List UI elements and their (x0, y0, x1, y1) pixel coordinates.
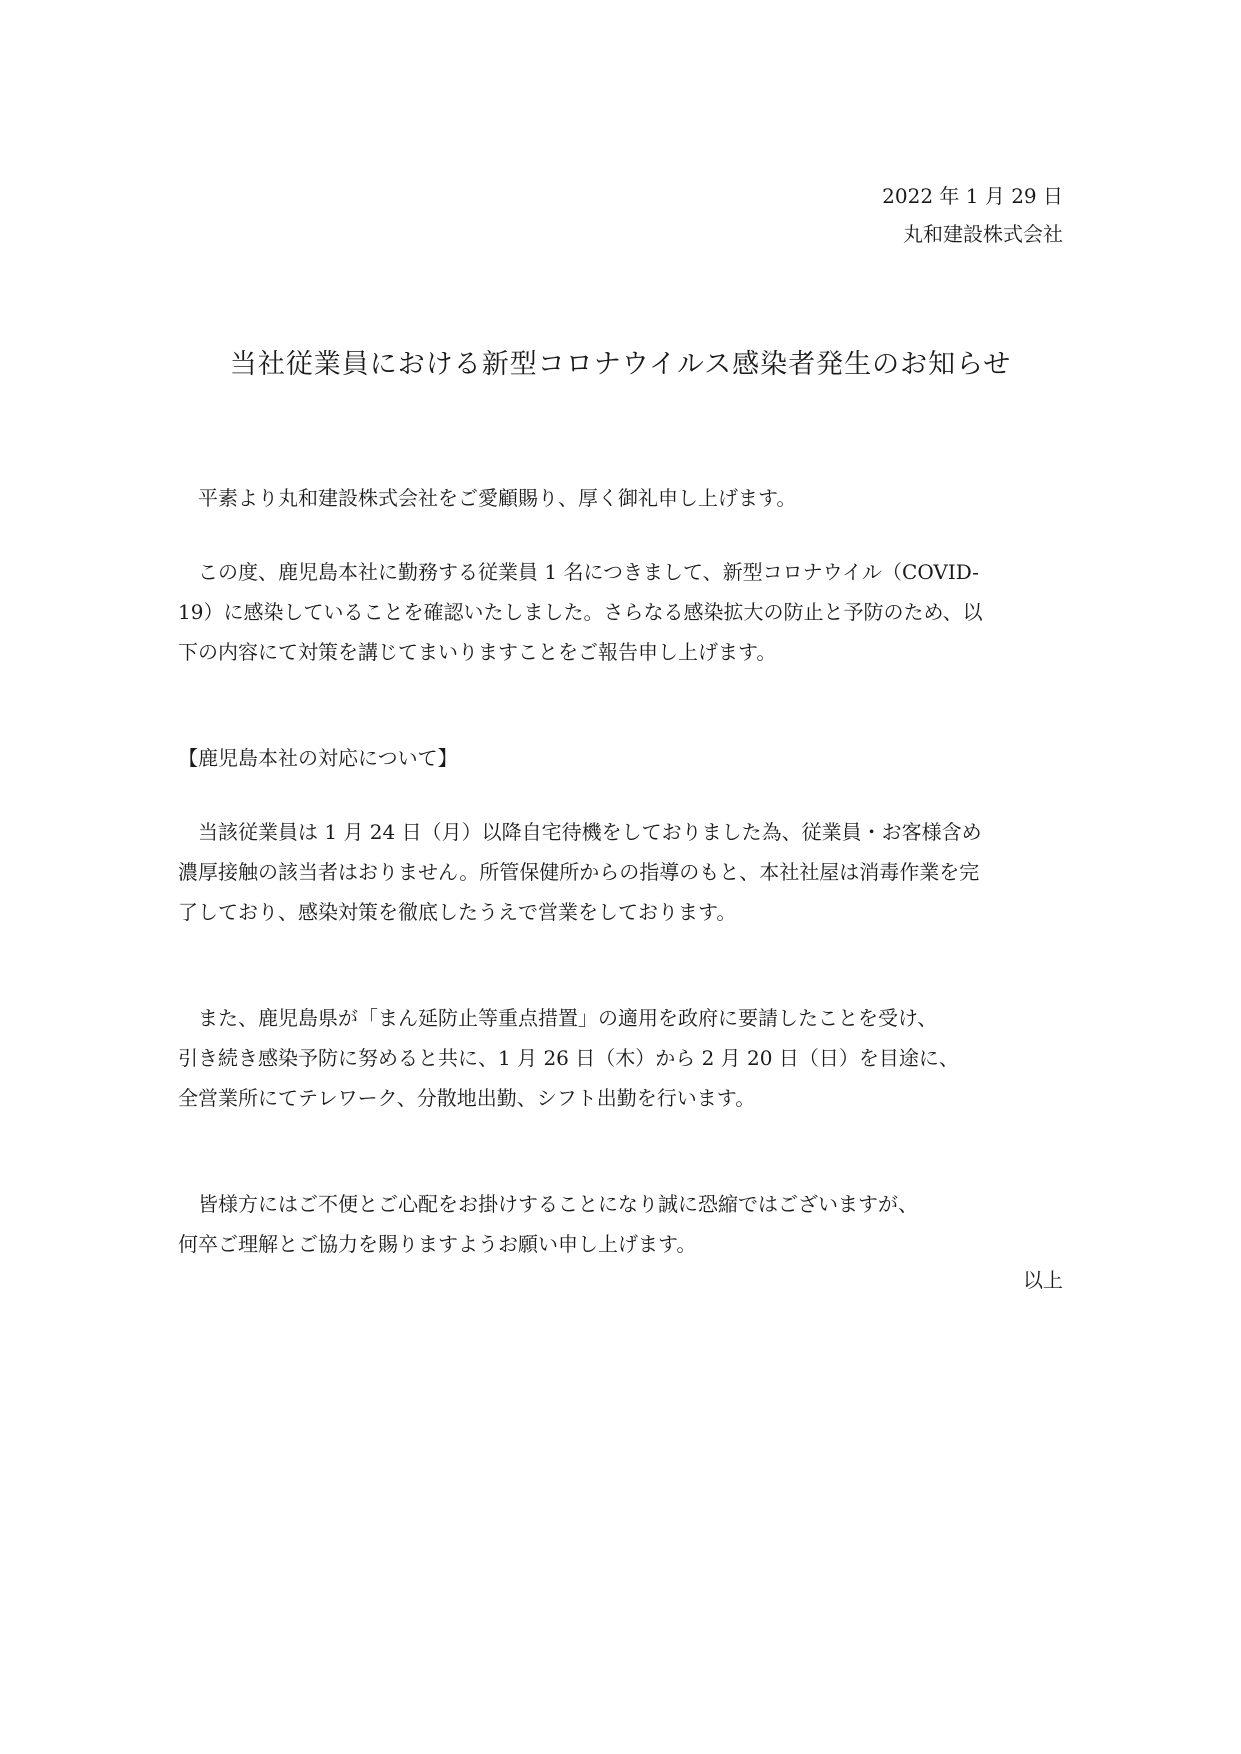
notice-line: この度、鹿児島本社に勤務する従業員 1 名につきまして、新型コロナウイル（COVID- (178, 560, 979, 584)
notice-line: 19）に感染していることを確認いたしました。さらなる感染拡大の防止と予防のため、以 (178, 600, 983, 624)
measures-line: 引き続き感染予防に努めると共に、1 月 26 日（木）から 2 月 20 日（日）を目途に、 (178, 1046, 959, 1070)
greeting-line: 平素より丸和建設株式会社をご愛顧賜り、厚く御礼申し上げます。 (178, 486, 797, 510)
response-line: 了しており、感染対策を徹底したうえで営業をしております。 (178, 900, 737, 924)
response-line: 当該従業員は 1 月 24 日（月）以降自宅待機をしておりました為、従業員・お客様含め (178, 820, 982, 844)
apology-paragraph (178, 1184, 1063, 1264)
apology-line: 皆様方にはご不便とご心配をお掛けすることになり誠に恐縮ではございますが、 (178, 1192, 918, 1216)
section-heading-text: 【鹿児島本社の対応について】 (178, 746, 458, 770)
greeting-paragraph (178, 478, 1063, 518)
company-name: 丸和建設株式会社 (903, 222, 1063, 246)
document-date: 2022 年 1 月 29 日 (882, 184, 1063, 208)
measures-line: 全営業所にてテレワーク、分散地出勤、シフト出勤を行います。 (178, 1086, 756, 1110)
response-paragraph (178, 812, 1063, 932)
document-title: 当社従業員における新型コロナウイルス感染者発生のお知らせ (229, 349, 1012, 380)
apology-line: 何卒ご理解とご協力を賜りますようお願い申し上げます。 (178, 1232, 697, 1256)
notice-paragraph (178, 552, 1063, 672)
notice-line: 下の内容にて対策を講じてまいりますことをご報告申し上げます。 (178, 640, 777, 664)
measures-line: また、鹿児島県が「まん延防止等重点措置」の適用を政府に要請したことを受け、 (178, 1006, 938, 1030)
response-line: 濃厚接触の該当者はおりません。所管保健所からの指導のもと、本社社屋は消毒作業を完 (178, 860, 980, 884)
closing-mark: 以上 (1023, 1268, 1063, 1292)
measures-paragraph (178, 998, 1063, 1118)
section-heading (178, 738, 1063, 778)
